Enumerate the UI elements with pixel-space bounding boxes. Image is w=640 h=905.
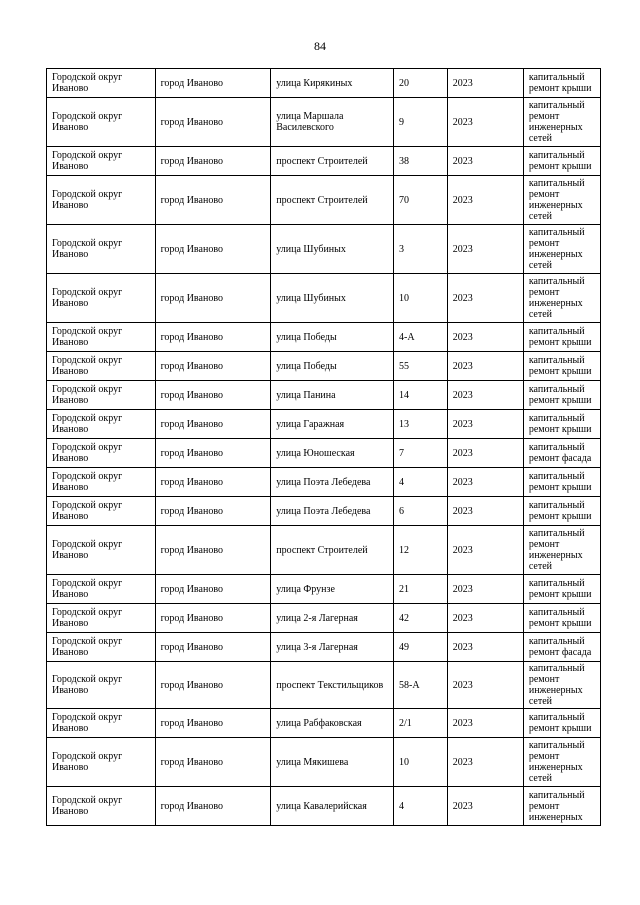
settlement-cell: город Иваново (155, 323, 271, 352)
table-row (47, 381, 601, 410)
work-type-cell: капитальный ремонт крыши (523, 575, 600, 604)
table-row (47, 738, 601, 787)
table-body (47, 69, 601, 826)
settlement-cell: город Иваново (155, 410, 271, 439)
house-number-cell: 10 (393, 274, 447, 323)
year-cell: 2023 (447, 604, 523, 633)
municipality-cell: Городской округ Иваново (47, 633, 156, 662)
table-row (47, 98, 601, 147)
table-row (47, 176, 601, 225)
page-number: 84 (314, 39, 326, 53)
settlement-cell: город Иваново (155, 575, 271, 604)
year-cell: 2023 (447, 633, 523, 662)
work-type-cell: капитальный ремонт крыши (523, 709, 600, 738)
municipality-cell: Городской округ Иваново (47, 176, 156, 225)
settlement-cell: город Иваново (155, 439, 271, 468)
municipality-cell: Городской округ Иваново (47, 274, 156, 323)
work-type-cell: капитальный ремонт крыши (523, 497, 600, 526)
table-row (47, 468, 601, 497)
house-number-cell: 3 (393, 225, 447, 274)
house-number-cell: 6 (393, 497, 447, 526)
year-cell: 2023 (447, 468, 523, 497)
work-type-cell: капитальный ремонт крыши (523, 147, 600, 176)
municipality-cell: Городской округ Иваново (47, 439, 156, 468)
house-number-cell: 7 (393, 439, 447, 468)
settlement-cell: город Иваново (155, 526, 271, 575)
house-number-cell: 58-А (393, 662, 447, 709)
work-type-cell: капитальный ремонт инженерных сетей (523, 526, 600, 575)
street-cell: улица Маршала Василевского (271, 98, 394, 147)
work-type-cell: капитальный ремонт крыши (523, 604, 600, 633)
municipality-cell: Городской округ Иваново (47, 787, 156, 826)
municipality-cell: Городской округ Иваново (47, 98, 156, 147)
street-cell: улица Юношеская (271, 439, 394, 468)
year-cell: 2023 (447, 323, 523, 352)
municipality-cell: Городской округ Иваново (47, 69, 156, 98)
house-number-cell: 10 (393, 738, 447, 787)
street-cell: проспект Строителей (271, 147, 394, 176)
municipality-cell: Городской округ Иваново (47, 352, 156, 381)
street-cell: улица Шубиных (271, 225, 394, 274)
settlement-cell: город Иваново (155, 787, 271, 826)
work-type-cell: капитальный ремонт инженерных (523, 787, 600, 826)
work-type-cell: капитальный ремонт крыши (523, 410, 600, 439)
table-row (47, 69, 601, 98)
settlement-cell: город Иваново (155, 468, 271, 497)
table-row (47, 526, 601, 575)
house-number-cell: 42 (393, 604, 447, 633)
table-row (47, 410, 601, 439)
year-cell: 2023 (447, 381, 523, 410)
street-cell: улица 3-я Лагерная (271, 633, 394, 662)
year-cell: 2023 (447, 709, 523, 738)
year-cell: 2023 (447, 787, 523, 826)
table-row (47, 787, 601, 826)
house-number-cell: 12 (393, 526, 447, 575)
street-cell: проспект Строителей (271, 176, 394, 225)
house-number-cell: 4 (393, 468, 447, 497)
year-cell: 2023 (447, 274, 523, 323)
table-row (47, 352, 601, 381)
settlement-cell: город Иваново (155, 738, 271, 787)
work-type-cell: капитальный ремонт инженерных сетей (523, 225, 600, 274)
house-number-cell: 13 (393, 410, 447, 439)
house-number-cell: 55 (393, 352, 447, 381)
table-row (47, 633, 601, 662)
street-cell: улица Поэта Лебедева (271, 497, 394, 526)
settlement-cell: город Иваново (155, 147, 271, 176)
settlement-cell: город Иваново (155, 604, 271, 633)
house-number-cell: 9 (393, 98, 447, 147)
street-cell: улица Панина (271, 381, 394, 410)
street-cell: улица Кирякиных (271, 69, 394, 98)
table-row (47, 147, 601, 176)
year-cell: 2023 (447, 526, 523, 575)
street-cell: улица Гаражная (271, 410, 394, 439)
settlement-cell: город Иваново (155, 633, 271, 662)
street-cell: улица Рабфаковская (271, 709, 394, 738)
settlement-cell: город Иваново (155, 69, 271, 98)
work-type-cell: капитальный ремонт инженерных сетей (523, 98, 600, 147)
street-cell: улица Победы (271, 323, 394, 352)
house-number-cell: 4 (393, 787, 447, 826)
street-cell: улица Кавалерийская (271, 787, 394, 826)
work-type-cell: капитальный ремонт инженерных сетей (523, 274, 600, 323)
settlement-cell: город Иваново (155, 497, 271, 526)
settlement-cell: город Иваново (155, 225, 271, 274)
street-cell: улица Фрунзе (271, 575, 394, 604)
year-cell: 2023 (447, 147, 523, 176)
house-number-cell: 20 (393, 69, 447, 98)
year-cell: 2023 (447, 69, 523, 98)
municipality-cell: Городской округ Иваново (47, 323, 156, 352)
table-row (47, 225, 601, 274)
year-cell: 2023 (447, 176, 523, 225)
municipality-cell: Городской округ Иваново (47, 381, 156, 410)
municipality-cell: Городской округ Иваново (47, 575, 156, 604)
street-cell: проспект Текстильщиков (271, 662, 394, 709)
table-row (47, 274, 601, 323)
year-cell: 2023 (447, 410, 523, 439)
municipality-cell: Городской округ Иваново (47, 497, 156, 526)
settlement-cell: город Иваново (155, 274, 271, 323)
settlement-cell: город Иваново (155, 176, 271, 225)
street-cell: улица Шубиных (271, 274, 394, 323)
year-cell: 2023 (447, 497, 523, 526)
table-row (47, 497, 601, 526)
work-type-cell: капитальный ремонт фасада (523, 439, 600, 468)
municipality-cell: Городской округ Иваново (47, 410, 156, 439)
work-type-cell: капитальный ремонт крыши (523, 381, 600, 410)
settlement-cell: город Иваново (155, 98, 271, 147)
municipality-cell: Городской округ Иваново (47, 604, 156, 633)
year-cell: 2023 (447, 439, 523, 468)
work-type-cell: капитальный ремонт инженерных сетей (523, 738, 600, 787)
table-row (47, 439, 601, 468)
municipality-cell: Городской округ Иваново (47, 225, 156, 274)
work-type-cell: капитальный ремонт крыши (523, 468, 600, 497)
municipality-cell: Городской округ Иваново (47, 738, 156, 787)
municipality-cell: Городской округ Иваново (47, 662, 156, 709)
work-type-cell: капитальный ремонт крыши (523, 352, 600, 381)
settlement-cell: город Иваново (155, 381, 271, 410)
house-number-cell: 14 (393, 381, 447, 410)
work-type-cell: капитальный ремонт крыши (523, 69, 600, 98)
street-cell: улица 2-я Лагерная (271, 604, 394, 633)
house-number-cell: 4-А (393, 323, 447, 352)
settlement-cell: город Иваново (155, 709, 271, 738)
year-cell: 2023 (447, 352, 523, 381)
municipality-cell: Городской округ Иваново (47, 147, 156, 176)
street-cell: улица Поэта Лебедева (271, 468, 394, 497)
house-number-cell: 49 (393, 633, 447, 662)
settlement-cell: город Иваново (155, 662, 271, 709)
table-row (47, 662, 601, 709)
municipality-cell: Городской округ Иваново (47, 526, 156, 575)
street-cell: проспект Строителей (271, 526, 394, 575)
house-number-cell: 70 (393, 176, 447, 225)
year-cell: 2023 (447, 225, 523, 274)
year-cell: 2023 (447, 575, 523, 604)
table-row (47, 323, 601, 352)
house-number-cell: 38 (393, 147, 447, 176)
year-cell: 2023 (447, 662, 523, 709)
street-cell: улица Победы (271, 352, 394, 381)
house-number-cell: 21 (393, 575, 447, 604)
work-type-cell: капитальный ремонт фасада (523, 633, 600, 662)
year-cell: 2023 (447, 98, 523, 147)
table-row (47, 604, 601, 633)
year-cell: 2023 (447, 738, 523, 787)
work-type-cell: капитальный ремонт инженерных сетей (523, 176, 600, 225)
house-number-cell: 2/1 (393, 709, 447, 738)
settlement-cell: город Иваново (155, 352, 271, 381)
municipality-cell: Городской округ Иваново (47, 468, 156, 497)
street-cell: улица Мякишева (271, 738, 394, 787)
table-row (47, 575, 601, 604)
work-type-cell: капитальный ремонт крыши (523, 323, 600, 352)
work-type-cell: капитальный ремонт инженерных сетей (523, 662, 600, 709)
repair-registry-table (46, 68, 601, 826)
table-row (47, 709, 601, 738)
municipality-cell: Городской округ Иваново (47, 709, 156, 738)
